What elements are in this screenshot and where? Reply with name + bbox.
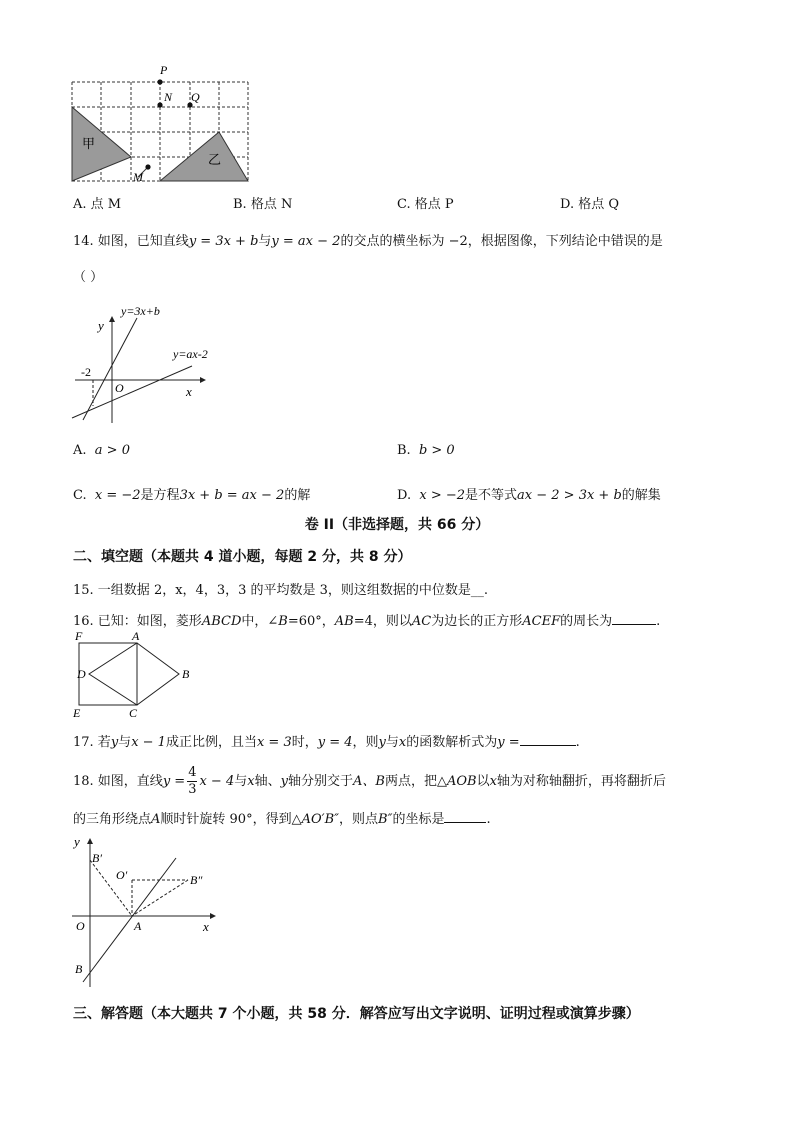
q14-option-c-prefix: C. (73, 488, 87, 503)
section3-title: 三、解答题（本大题共 7 个小题，共 58 分．解答应写出文字说明、证明过程或演算步骤） (73, 1006, 640, 1022)
q18-text-3: 轴、 (254, 774, 281, 789)
label-Bdouble: B″ (190, 873, 203, 887)
q16-ac: AC (411, 614, 432, 629)
q17-cond2: y = 4 (317, 735, 353, 750)
q16-ab: AB (334, 614, 354, 629)
q17-x2: x (398, 735, 407, 750)
q14-stem (73, 230, 663, 249)
q14-eq1: y = 3x + b (188, 234, 259, 249)
q14-option-d-end: 的解集 (621, 488, 661, 503)
label-F: F (75, 629, 83, 643)
label-line2: y=ax-2 (173, 347, 208, 361)
q18-B2: B″ (378, 812, 393, 827)
label-N: N (164, 90, 173, 104)
q16-text-4: =4，则以 (353, 614, 412, 629)
q18-line2-d: 的坐标是 (392, 812, 445, 827)
q16-text-5: 为边长的正方形 (431, 614, 523, 629)
q14-option-c[interactable] (73, 484, 310, 503)
q18-yaxis: y (280, 774, 288, 789)
point-N (157, 102, 162, 107)
q13-grid-figure (60, 60, 260, 190)
q18-tri2: △AO′B″ (291, 812, 339, 827)
q18-A: A (151, 812, 161, 827)
q18-text-4: 轴分别交于 (287, 774, 353, 789)
q14-option-a-prefix: A. (73, 443, 87, 458)
q14-graph-figure (65, 300, 215, 430)
q14-option-a-text: a > 0 (94, 443, 130, 458)
q16-b: B (278, 614, 288, 629)
q16-text-end: . (656, 614, 661, 629)
q14-option-b-prefix: B. (397, 443, 411, 458)
q14-stem-text-1: 14. 如图，已知直线 (73, 234, 189, 249)
q18-text-1: 18. 如图，直线 (73, 774, 163, 789)
q18-tri: △AOB (436, 774, 477, 789)
q14-option-d-mid: 是不等式 (465, 488, 518, 503)
q16-text-1: 16. 已知：如图，菱形 (73, 614, 202, 629)
x-axis-arrow (200, 377, 206, 383)
q14-option-b-text: b > 0 (418, 443, 455, 458)
label-Oprime: O′ (116, 868, 128, 882)
q18-text-2: 与 (234, 774, 248, 789)
q14-stem-text-2: 与 (258, 234, 272, 249)
label-line1: y=3x+b (121, 304, 160, 318)
q18-frac-den: 3 (188, 782, 197, 797)
q18-xaxis: x (247, 774, 255, 789)
label-yi: 乙 (208, 152, 222, 167)
rhombus-ABCD (89, 643, 179, 705)
q13-option-c[interactable]: C. 格点 P (397, 197, 454, 212)
q18-eq-rest: x − 4 (199, 774, 235, 789)
q17-text-4: 时， (291, 735, 318, 750)
point-M (145, 164, 150, 169)
q18-frac-num: 4 (188, 765, 197, 780)
q14-option-c-eq1: x = −2 (94, 488, 141, 503)
q14-option-d-prefix: D. (397, 488, 412, 503)
q16-figure (68, 628, 203, 720)
q14-option-c-end: 的解 (284, 488, 311, 503)
q14-option-d[interactable] (397, 484, 661, 503)
line-AB (83, 858, 176, 982)
label-E: E (73, 706, 81, 720)
q18-line1 (73, 760, 666, 804)
q16-abcd: ABCD (201, 614, 242, 629)
y-axis-arrow (87, 838, 93, 844)
q17-end: . (575, 735, 580, 750)
q18-answer-blank[interactable] (444, 810, 486, 823)
q14-stem-text-3: 的交点的横坐标为 −2，根据图像，下列结论中错误的是 (340, 234, 663, 249)
label-y: y (74, 834, 80, 849)
q18-line2-c: ，则点 (339, 812, 379, 827)
label-y: y (98, 318, 104, 333)
point-P (157, 79, 162, 84)
q16-acef: ACEF (522, 614, 561, 629)
q14-option-a[interactable] (73, 443, 130, 458)
q14-eq2: y = ax − 2 (271, 234, 341, 249)
line-3x-plus-b (83, 318, 137, 420)
q17-y3: y = (497, 735, 520, 750)
label-Bprime: B′ (92, 851, 102, 865)
q17-text-6: 与 (385, 735, 399, 750)
q18-figure (68, 832, 223, 990)
section2-title: 二、填空题（本题共 4 道小题，每题 2 分，共 8 分） (73, 549, 412, 565)
q16-answer-blank[interactable] (612, 612, 656, 625)
q17-y1: y (110, 735, 119, 750)
q14-answer-paren: （ ） (73, 270, 104, 285)
label-Q: Q (191, 90, 200, 104)
label-minus2: -2 (81, 365, 91, 379)
label-origin: O (115, 381, 124, 395)
q18-end: . (486, 812, 491, 827)
label-x: x (186, 384, 192, 399)
q17-text (73, 731, 580, 750)
q16-text-2: 中，∠ (241, 614, 279, 629)
label-B: B (75, 962, 83, 976)
q14-option-c-mid: 是方程 (140, 488, 180, 503)
q18-points: A、B (352, 774, 385, 789)
q13-option-b[interactable]: B. 格点 N (233, 197, 293, 212)
q17-cond1: x = 3 (256, 735, 292, 750)
q15-text: 15. 一组数据 2，x，4，3，3 的平均数是 3，则这组数据的中位数是__. (73, 583, 489, 598)
label-C: C (129, 706, 138, 720)
q14-option-d-eq2: ax − 2 > 3x + b (517, 488, 622, 503)
q18-line2-a: 的三角形绕点 (73, 812, 152, 827)
x-axis-arrow (210, 913, 216, 919)
q18-text-6: 以 (476, 774, 490, 789)
label-A: A (132, 629, 140, 643)
q17-text-3: 成正比例，且当 (165, 735, 257, 750)
q17-text-7: 的函数解析式为 (406, 735, 498, 750)
part2-title: 卷 II（非选择题，共 66 分） (304, 517, 490, 533)
q13-option-a[interactable]: A. 点 M (73, 197, 122, 212)
label-x: x (203, 919, 209, 934)
q14-option-c-eq2: 3x + b = ax − 2 (179, 488, 285, 503)
label-B: B (182, 667, 190, 681)
q18-text-5: 两点，把 (384, 774, 437, 789)
q18-text-7: 轴为对称轴翻折，再将翻折后 (496, 774, 666, 789)
q18-line2-b: 顺时针旋转 90°，得到 (160, 812, 292, 827)
label-O: O (76, 919, 85, 933)
label-jia: 甲 (82, 136, 96, 151)
q17-text-1: 17. 若 (73, 735, 111, 750)
q17-x-minus-1: x − 1 (131, 735, 166, 750)
q13-option-d[interactable]: D. 格点 Q (560, 197, 620, 212)
q16-text-6: 的周长为 (560, 614, 613, 629)
label-M: M (133, 170, 143, 184)
q17-text-2: 与 (118, 735, 132, 750)
square-ACEF (79, 643, 137, 705)
q16-text (73, 610, 660, 629)
q14-option-d-eq1: x > −2 (419, 488, 466, 503)
q17-y2: y (378, 735, 386, 750)
label-D: D (77, 667, 86, 681)
q18-y-eq: y = (162, 774, 186, 789)
q16-text-3: =60°， (287, 614, 335, 629)
label-P: P (160, 63, 168, 77)
label-A: A (134, 919, 142, 933)
y-axis-arrow (109, 316, 115, 322)
q17-answer-blank[interactable] (520, 733, 576, 746)
q18-fraction (187, 765, 197, 798)
q18-line2 (73, 808, 491, 827)
q18-x3: x (489, 774, 497, 789)
q17-text-5: ，则 (352, 735, 379, 750)
q14-option-b[interactable] (397, 443, 455, 458)
